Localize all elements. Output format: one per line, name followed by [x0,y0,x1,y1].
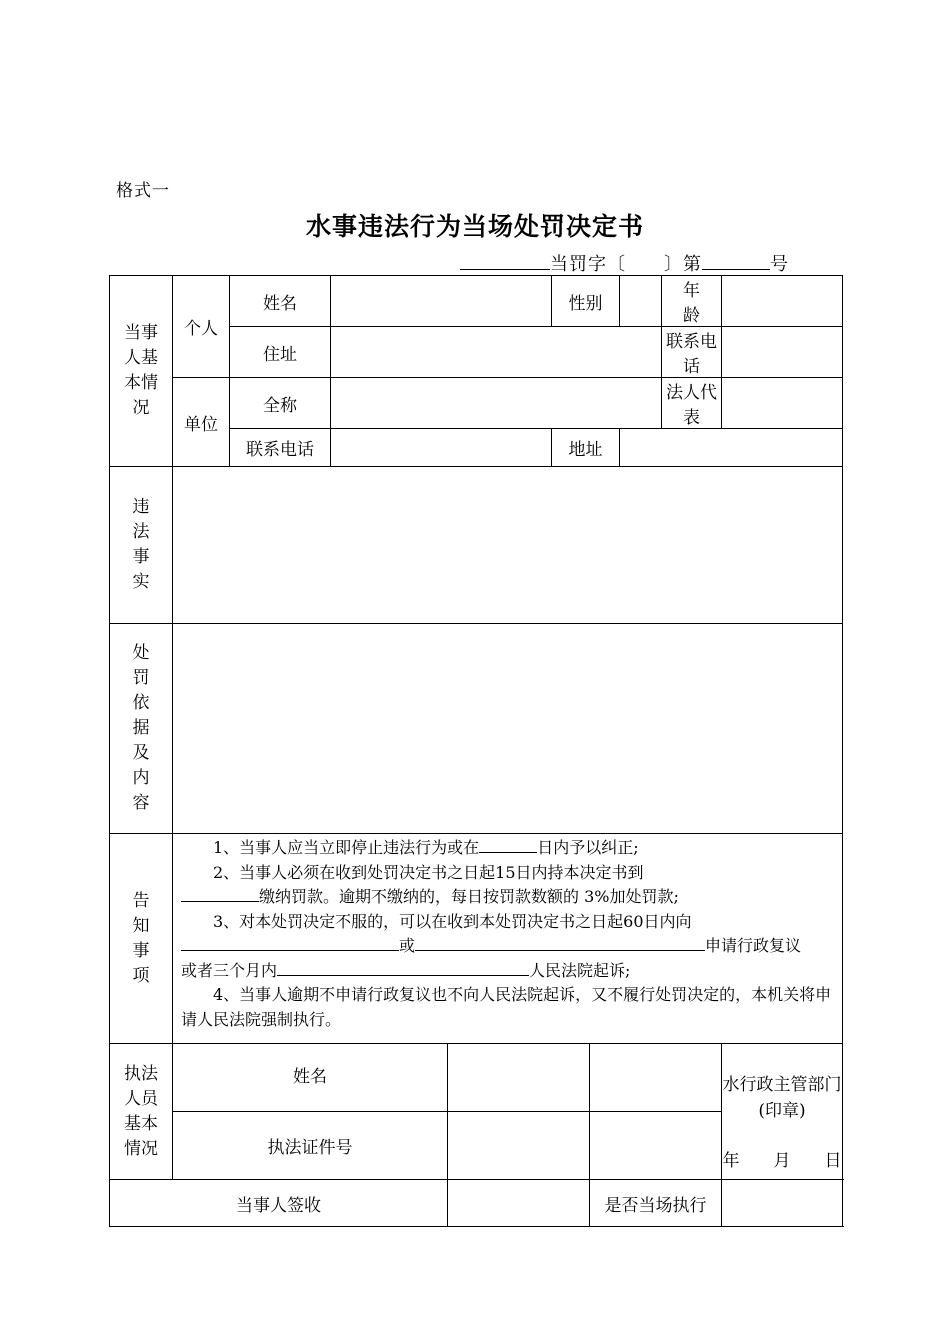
unit-address-field[interactable] [620,429,843,467]
full-name-label: 全称 [230,378,331,429]
age-field[interactable] [722,276,843,327]
address-field[interactable] [331,327,662,378]
page-title: 水事违法行为当场处罚决定书 [305,212,644,241]
seal-label: (印章) [758,1101,806,1121]
party-section-label: 当事人基本情况 [110,276,173,467]
address-label: 住址 [230,327,331,378]
notice-label: 告知事项 [110,834,173,1044]
sign-field[interactable] [448,1180,590,1227]
year-label: 年 [722,1151,740,1171]
cert-field-1[interactable] [448,1112,590,1180]
gender-field[interactable] [620,276,662,327]
legal-rep-label: 法人代表 [662,378,722,429]
cert-field-2[interactable] [590,1112,722,1180]
legal-rep-field[interactable] [722,378,843,429]
name-field[interactable] [331,276,552,327]
unit-label: 单位 [173,378,230,467]
facts-field[interactable] [173,467,843,624]
penalty-form-table [109,275,843,1227]
document-number [460,250,789,276]
penalty-field[interactable] [173,624,843,834]
docno-mid: 当罚字〔 [550,254,626,275]
penalty-label: 处罚依据及内容 [110,624,173,834]
format-label: 格式一 [116,181,170,201]
gender-label: 性别 [552,276,620,327]
officer-name-field-1[interactable] [448,1044,590,1112]
officer-label: 执法人员基本情况 [110,1044,173,1180]
officer-name-field-2[interactable] [590,1044,722,1112]
court-blank[interactable] [277,961,529,976]
dept-label: 水行政主管部门 [722,1075,842,1095]
officer-name-label: 姓名 [173,1044,448,1112]
date-line [722,1146,842,1171]
review-org-blank-2[interactable] [415,936,705,951]
docno-end: 号 [770,254,789,275]
name-label: 姓名 [230,276,331,327]
onsite-label: 是否当场执行 [590,1180,722,1227]
cert-label: 执法证件号 [173,1112,448,1180]
phone-label: 联系电话 [662,327,722,378]
payment-place-blank[interactable] [181,887,259,902]
age-label: 年 龄 [662,276,722,327]
docno-bracket-close: 〕第 [664,254,702,275]
unit-address-label: 地址 [552,429,620,467]
seal-area [722,1044,843,1180]
docno-blank-prefix[interactable] [460,253,550,270]
docno-blank-number[interactable] [702,253,770,270]
days-blank[interactable] [479,838,537,853]
sign-label: 当事人签收 [110,1180,448,1227]
phone-field[interactable] [722,327,843,378]
review-org-blank-1[interactable] [181,936,399,951]
day-label: 日 [824,1151,842,1171]
individual-label: 个人 [173,276,230,378]
full-name-field[interactable] [331,378,662,429]
onsite-field[interactable] [722,1180,843,1227]
notice-content: 1、当事人应当立即停止违法行为或在 日内予以纠正; 2、当事人必须在收到处罚决定书之日起15日内持本决定书到 缴纳罚款。逾期不缴纳的，每日按罚款数额的 3%加处罚款; 3、对本处罚决定不服的，可以在收到本处罚决定书之日起60日内向 或 申请行政复议 或者三个月内 人民法院起诉; 4、当事人逾期不申请行政复议也不向人民法院起诉，又不履行处罚决定的，本机关将申请人民法院强制执行。 [173,834,843,1044]
facts-label: 违法事实 [110,467,173,624]
unit-phone-label: 联系电话 [230,429,331,467]
unit-phone-field[interactable] [331,429,552,467]
month-label: 月 [773,1151,791,1171]
